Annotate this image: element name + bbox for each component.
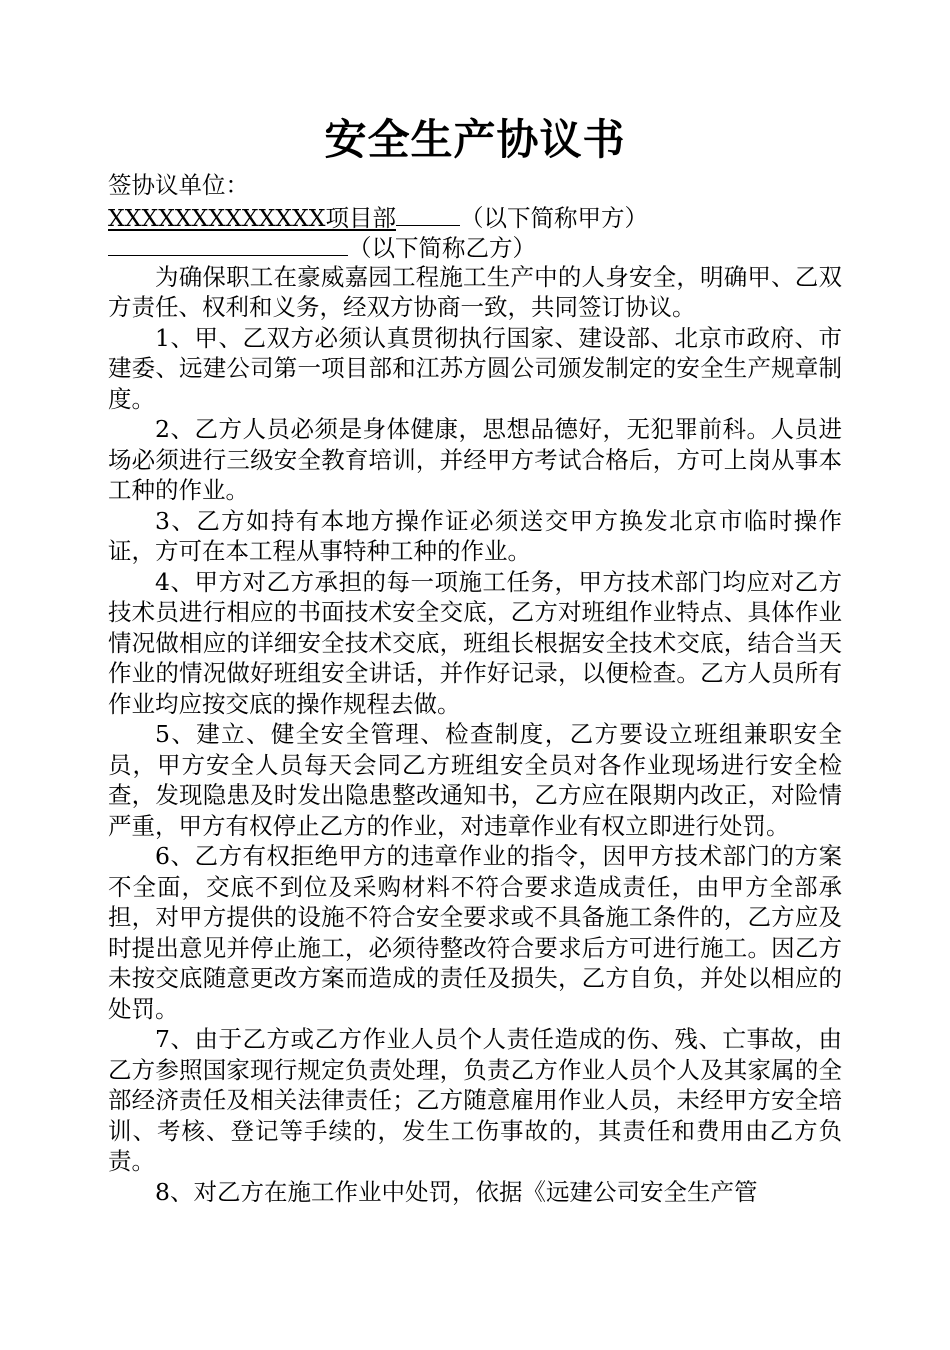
paragraph-clause-2: 2、乙方人员必须是身体健康，思想品德好，无犯罪前科。人员进场必须进行三级安全教育培训，并经甲方考试合格后，方可上岗从事本工种的作业。 <box>108 415 842 504</box>
party-b-note: （以下简称乙方） <box>348 234 536 262</box>
paragraph-clause-4: 4、甲方对乙方承担的每一项施工任务，甲方技术部门均应对乙方技术员进行相应的书面技术安全交底，乙方对班组作业特点、具体作业情况做相应的详细安全技术交底，班组长根据安全技术交底，结合当天作业的情况做好班组安全讲话，并作好记录，以便检查。乙方人员所有作业均应按交底的操作规程去做。 <box>108 567 842 718</box>
paragraph-clause-5: 5、建立、健全安全管理、检查制度，乙方要设立班组兼职安全员，甲方安全人员每天会同乙方班组安全员对各作业现场进行安全检查，发现隐患及时发出隐患整改通知书，乙方应在限期内改正，对险情严重，甲方有权停止乙方的作业，对违章作业有权立即进行处罚。 <box>108 720 842 840</box>
paragraph-intro: 为确保职工在豪威嘉园工程施工生产中的人身安全，明确甲、乙双方责任、权利和义务，经双方协商一致，共同签订协议。 <box>108 262 842 321</box>
party-a-line <box>108 201 842 232</box>
document-title: 安全生产协议书 <box>324 115 626 164</box>
paragraph-clause-1: 1、甲、乙双方必须认真贯彻执行国家、建设部、北京市政府、市建委、远建公司第一项目部和江苏方圆公司颁发制定的安全生产规章制度。 <box>108 323 842 413</box>
party-b-blank <box>108 231 348 256</box>
paragraph-clause-3: 3、乙方如持有本地方操作证必须送交甲方换发北京市临时操作证，方可在本工程从事特种工种的作业。 <box>108 506 842 565</box>
signing-label: 签协议单位： <box>108 171 249 199</box>
paragraph-clause-7: 7、由于乙方或乙方作业人员个人责任造成的伤、残、亡事故，由乙方参照国家现行规定负责处理，负责乙方作业人员个人及其家属的全部经济责任及相关法律责任；乙方随意雇用作业人员，未经甲方安全培训、考核、登记等手续的，发生工伤事故的，其责任和费用由乙方负责。 <box>108 1025 842 1175</box>
party-a-note: （以下简称甲方） <box>460 203 648 232</box>
paragraph-clause-8: 8、对乙方在施工作业中处罚，依据《远建公司安全生产管 <box>155 1177 758 1206</box>
document-body <box>108 170 842 1207</box>
party-a-blank <box>396 201 460 226</box>
party-a-name: XXXXXXXXXXXXX项目部 <box>108 203 396 232</box>
party-b-line <box>108 231 842 262</box>
paragraph-clause-6: 6、乙方有权拒绝甲方的违章作业的指令，因甲方技术部门的方案不全面，交底不到位及采购材料不符合要求造成责任，由甲方全部承担，对甲方提供的设施不符合安全要求或不具备施工条件的，乙方应及时提出意见并停止施工，必须待整改符合要求后方可进行施工。因乙方未按交底随意更改方案而造成的责任及损失，乙方自负，并处以相应的处罚。 <box>108 842 842 1023</box>
